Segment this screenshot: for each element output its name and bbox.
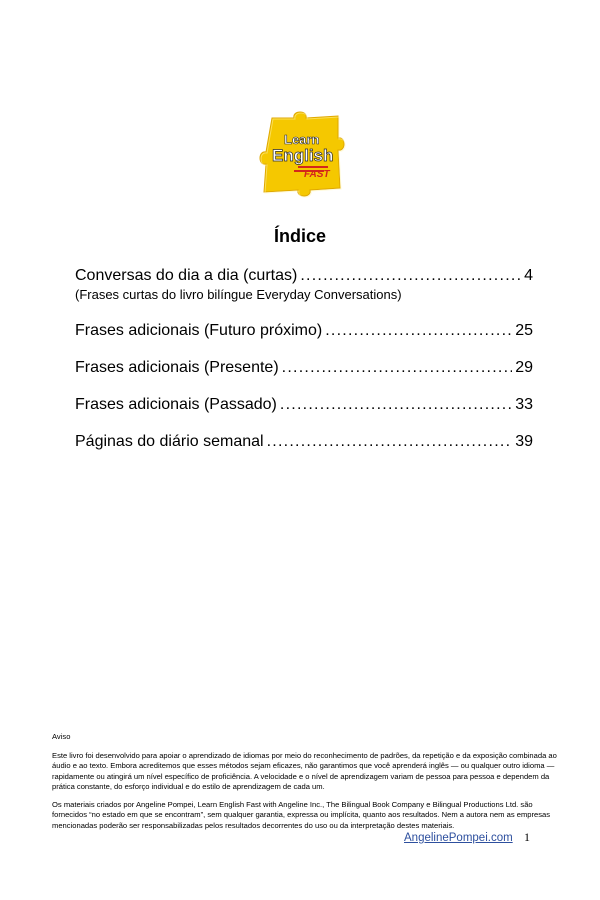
logo-text-fast: FAST bbox=[304, 169, 330, 180]
disclaimer-heading: Aviso bbox=[52, 732, 71, 741]
learn-english-fast-logo bbox=[254, 108, 348, 202]
toc-dot-leader bbox=[325, 321, 512, 341]
toc-entry-subtitle: (Frases curtas do livro bilíngue Everyday Conversations) bbox=[75, 287, 402, 302]
toc-entry-label: Frases adicionais (Passado) bbox=[75, 396, 277, 413]
toc-page-number: 39 bbox=[515, 433, 533, 450]
toc-page-number: 4 bbox=[524, 267, 533, 284]
toc-page-number: 29 bbox=[515, 359, 533, 376]
table-of-contents bbox=[75, 266, 533, 450]
toc-page-number: 33 bbox=[515, 396, 533, 413]
disclaimer-paragraph-2: Os materiais criados por Angeline Pompei, Learn English Fast with Angeline Inc., The Bilingual Book Company e Bilingual Productions Ltd. são fornecidos “no estado em que se encontram”, sem qualquer garantia, expressa ou implícita, quanto aos resultados. Nem a autora nem as empresas mencionadas poderão ser responsabilizadas pelos resultados decorrentes do uso ou da interpretação destes materiais. bbox=[52, 799, 551, 830]
page-number: 1 bbox=[524, 830, 530, 844]
toc-entry-present[interactable] bbox=[75, 358, 533, 378]
toc-entry-future[interactable] bbox=[75, 321, 533, 341]
toc-entry-label: Páginas do diário semanal bbox=[75, 433, 264, 450]
toc-dot-leader bbox=[267, 432, 513, 452]
website-link[interactable]: AngelinePompei.com bbox=[404, 832, 513, 844]
toc-entry-label: Frases adicionais (Futuro próximo) bbox=[75, 322, 323, 339]
index-title: Índice bbox=[273, 226, 326, 246]
toc-entry-weekly-diary[interactable] bbox=[75, 432, 533, 452]
toc-page-number: 25 bbox=[515, 322, 533, 339]
toc-entry-label: Frases adicionais (Presente) bbox=[75, 359, 279, 376]
toc-entry-past[interactable] bbox=[75, 395, 533, 415]
logo-text-learn: Learn bbox=[284, 132, 320, 147]
disclaimer-paragraph-1: Este livro foi desenvolvido para apoiar o aprendizado de idiomas por meio do reconhecimento de padrões, da repetição e da exposição combinada ao áudio e ao texto. Embora acreditemos que esses métodos sejam eficazes, não garantimos que você aprenderá inglês — ou qualquer outro idioma — rapidamente ou atingirá um nível específico de proficiência. A velocidade e o nível de aprendizagem variam de pessoa para pessoa e dependem da prática constante, do esforço individual e do estilo de aprendizagem de cada um. bbox=[52, 750, 557, 791]
toc-dot-leader bbox=[280, 395, 512, 415]
toc-dot-leader bbox=[282, 358, 513, 378]
puzzle-piece-logo-graphic bbox=[254, 108, 348, 202]
toc-entry-label: Conversas do dia a dia (curtas) bbox=[75, 267, 298, 284]
toc-entry-everyday-conversations[interactable] bbox=[75, 266, 533, 304]
disclaimer-notice bbox=[52, 732, 562, 838]
logo-text-english: English bbox=[272, 146, 334, 165]
toc-dot-leader bbox=[300, 266, 521, 286]
